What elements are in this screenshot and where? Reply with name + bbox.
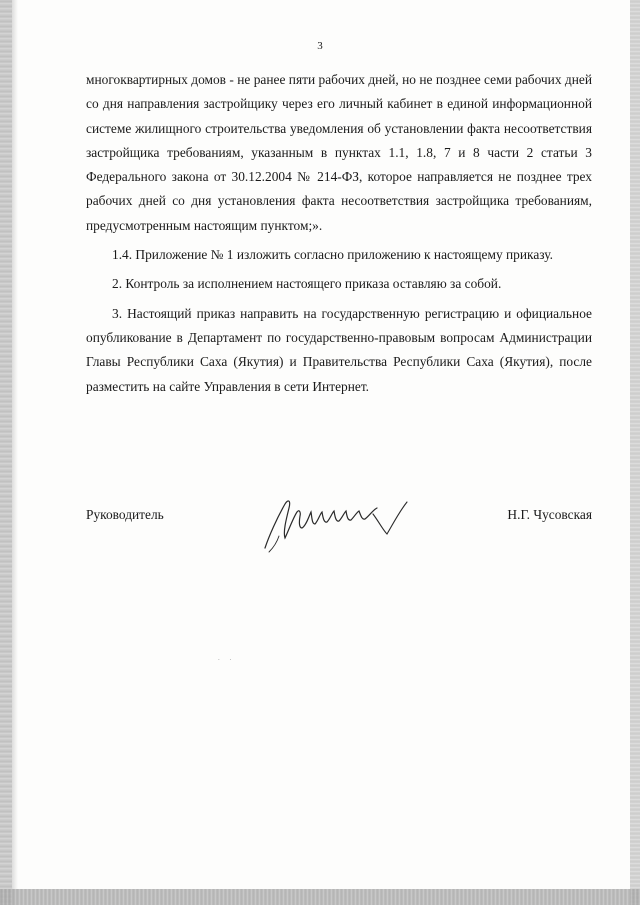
signer-position: Руководитель [86,507,164,522]
paragraph-continuation: многоквартирных домов - не ранее пяти рабочих дней, но не позднее семи рабочих дней со дня направления застройщику через его личный кабинет в единой информационной системе жилищного строительства уведомления об установлении факта несоответствия застройщика требованиям, указанным в пунктах 1.1, 1.8, 7 и 8 части 2 статьи 3 Федерального закона от 30.12.2004 № 214-ФЗ, которое направляется не позднее трех рабочих дней со дня установления факта несоответствия застройщика требованиям, предусмотренным настоящим пунктом;». [86,72,592,233]
paragraph-item-2: 2. Контроль за исполнением настоящего приказа оставляю за собой. [112,276,502,292]
scan-speck: . . [218,654,236,662]
signer-name: Н.Г. Чусовская [507,507,592,522]
page-number: 3 [317,40,323,52]
handwritten-signature [255,488,415,558]
scan-edge-left [0,0,12,905]
scan-edge-left-shadow [12,0,18,905]
paragraph-item-3: 3. Настоящий приказ направить на государственную регистрацию и официальное опубликование в Департамент по государственно-правовым вопросам Администрации Главы Республики Саха (Якутия) и Правительства Республики Саха (Якутия), после разместить на сайте Управления в сети Интернет. [86,305,592,394]
scan-edge-right [630,0,640,905]
paragraph-item-1-4: 1.4. Приложение № 1 изложить согласно приложению к настоящему приказу. [112,247,553,263]
document-body [86,68,592,399]
scan-edge-bottom [0,889,640,905]
